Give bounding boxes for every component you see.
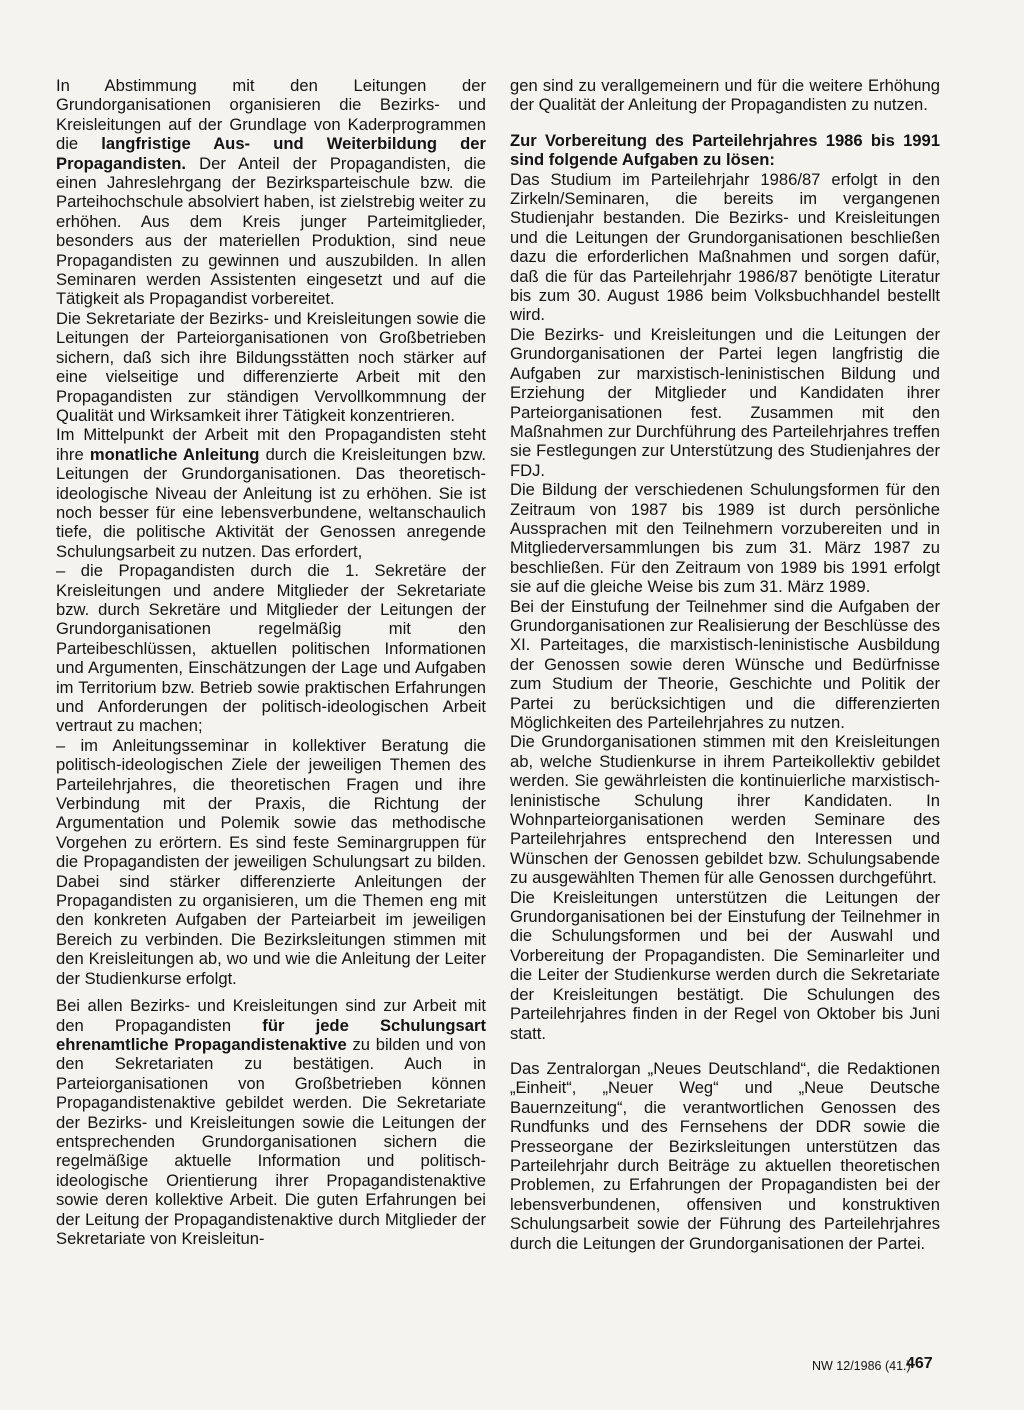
paragraph: Das Studium im Parteilehrjahr 1986/87 erfolgt in den Zirkeln/Seminaren, die bereits im vergangenen Studienjahr bestanden. Die Bezirks- und Kreisleitungen und die Leitungen der Grundorganisationen beschließen dazu die erforderlichen Maßnahmen und sorgen dafür, daß die für das Parteilehrjahr 1986/87 benötigte Literatur bis zum 30. August 1986 beim Volksbuchhandel bestellt wird. (510, 169, 940, 325)
list-item: – im Anleitungsseminar in kollektiver Beratung die politisch-ideologischen Ziele der jeweiligen Themen des Parteilehrjahres, die theoretischen Fragen und ihre Verbindung mit der Praxis, die Richtung der Argumentation und Polemik sowie das methodische Vorgehen zu erörtern. Es sind feste Seminargruppen für die Propagandisten der jeweiligen Schulungsart zu bilden. Dabei sind stärker differenzierte Anleitungen der Propagandisten zu organisieren, um die Themen eng mit den konkreten Aufgaben der Parteiarbeit im jeweiligen Bereich zu verbinden. Die Bezirksleitungen stimmen mit den Kreisleitungen ab, wo und wie die Anleitung der Leiter der Studienkurse erfolgt. (56, 735, 486, 988)
left-column (56, 76, 486, 1248)
section-heading: Zur Vorbereitung des Parteilehrjahres 1986 bis 1991 sind folgende Aufgaben zu lösen: (510, 130, 940, 170)
paragraph: In Abstimmung mit den Leitungen der Grundorganisationen organisieren die Bezirks- und Kreisleitungen auf der Grundlage von Kaderprogrammen die langfristige Aus- und Weiterbildung der Propagandisten. Der Anteil der Propagandisten, die einen Jahreslehrgang der Bezirksparteischule bzw. die Parteihochschule absolviert haben, ist zielstrebig weiter zu erhöhen. Aus dem Kreis junger Parteimitglieder, besonders aus der materiellen Produktion, sind neue Propagandisten zu gewinnen und auszubilden. In allen Seminaren werden Assistenten eingesetzt und auf die Tätigkeit als Propagandist vorbereitet. (56, 76, 486, 309)
bold-phrase: langfristige Aus- und Weiterbildung der Propagandisten. (56, 134, 486, 173)
page-number: 467 (906, 1355, 933, 1372)
list-item: – die Propagandisten durch die 1. Sekretäre der Kreisleitungen und andere Mitglieder der Sekretariate bzw. durch Sekretäre und Mitglieder der Leitungen der Grundorganisationen regelmäßig mit den Parteibeschlüssen, aktuellen politischen Informationen und Argumenten, Einschätzungen der Lage und Aufgaben im Territorium bzw. Betrieb sowie praktischen Erfahrungen und Anforderungen der politisch-ideologischen Arbeit vertraut zu machen; (56, 561, 486, 736)
paragraph: Das Zentralorgan „Neues Deutschland“, die Redaktionen „Einheit“, „Neuer Weg“ und „Neue Deutsche Bauernzeitung“, die verantwortlichen Genossen des Rundfunks und des Fernsehens der DDR sowie die Presseorgane der Bezirksleitungen unterstützen das Parteilehrjahr durch Beiträge zu aktuellen theoretischen Problemen, zu Erfahrungen der Propagandisten bei der lebensverbundenen, offensiven und konstruktiven Schulungsarbeit sowie der Führung des Parteilehrjahres durch die Leitungen der Grundorganisationen der Partei. (510, 1058, 940, 1253)
paragraph: Die Bezirks- und Kreisleitungen und die Leitungen der Grundorganisationen der Partei legen langfristig die Aufgaben zur marxistisch-leninistischen Bildung und Erziehung der Mitglieder und Kandidaten ihrer Parteiorganisationen fest. Zusammen mit den Maßnahmen zur Durchführung des Parteilehrjahres treffen sie Festlegungen zur Unterstützung des Studienjahres der FDJ. (510, 324, 940, 480)
paragraph: Die Bildung der verschiedenen Schulungsformen für den Zeitraum von 1987 bis 1989 ist durch persönliche Aussprachen mit den Teilnehmern vorzubereiten und in Mitgliederversammlungen bis zum 31. März 1987 zu beschließen. Für den Zeitraum von 1989 bis 1991 erfolgt sie auf die gleiche Weise bis zum 31. März 1989. (510, 480, 940, 597)
paragraph: Bei der Einstufung der Teilnehmer sind die Aufgaben der Grundorganisationen zur Realisierung der Beschlüsse des XI. Parteitages, die marxistisch-leninistische Ausbildung der Genossen sowie deren Wünsche und Bedürfnisse zum Studium der Theorie, Geschichte und Politik der Partei zu berücksichtigen und die differenzierten Möglichkeiten des Parteilehrjahres zu nutzen. (510, 596, 940, 732)
paragraph: Im Mittelpunkt der Arbeit mit den Propagandisten steht ihre monatliche Anleitung durch die Kreisleitungen bzw. Leitungen der Grundorganisationen. Das theoretisch-ideologische Niveau der Anleitung ist zu erhöhen. Sie ist noch besser für eine lebensverbundene, weltanschaulich tiefe, die politische Aktivität der Genossen anregende Schulungsarbeit zu nutzen. Das erfordert, (56, 425, 486, 561)
right-column (510, 76, 940, 1253)
paragraph: Die Sekretariate der Bezirks- und Kreisleitungen sowie die Leitungen der Parteiorganisationen von Großbetrieben sichern, daß sich ihre Bildungsstätten noch stärker auf eine vielseitige und differenzierte Arbeit mit den Propagandisten zur ständigen Vervollkommnung der Qualität und Wirksamkeit ihrer Tätigkeit konzentrieren. (56, 308, 486, 425)
paragraph: Bei allen Bezirks- und Kreisleitungen sind zur Arbeit mit den Propagandisten für jede Schulungsart ehrenamtliche Propagandistenaktive zu bilden und von den Sekretariaten zu bestätigen. Auch in Parteiorganisationen von Großbetrieben können Propagandistenaktive gebildet werden. Die Sekretariate der Bezirks- und Kreisleitungen sowie die Leitungen der entsprechenden Grundorganisationen sichern die regelmäßige aktuelle Information und politisch-ideologische Orientierung ihrer Propagandistenaktive sowie deren kollektive Arbeit. Die guten Erfahrungen bei der Leitung der Propagandistenaktive durch Mitglieder der Sekretariate von Kreisleitun- (56, 996, 487, 1248)
issue-reference: NW 12/1986 (41.) (812, 1359, 911, 1373)
bold-phrase: monatliche Anleitung (89, 444, 260, 464)
paragraph: gen sind zu verallgemeinern und für die weitere Erhöhung der Qualität der Anleitung der Propagandisten zu nutzen. (510, 76, 940, 115)
paragraph: Die Grundorganisationen stimmen mit den Kreisleitungen ab, welche Studienkurse in ihrem Parteikollektiv gebildet werden. Sie gewährleisten die kontinuierliche marxistisch-leninistische Schulung ihrer Kandidaten. In Wohnparteiorganisationen werden Seminare des Parteilehrjahres entsprechend den Interessen und Wünschen der Genossen gebildet bzw. Schulungsabende zu ausgewählten Themen für alle Genossen durchgeführt. (510, 732, 940, 888)
paragraph: Die Kreisleitungen unterstützen die Leitungen der Grundorganisationen bei der Einstufung der Teilnehmer in die Schulungsformen und bei der Auswahl und Vorbereitung der Propagandisten. Die Seminarleiter und die Leiter der Studienkurse werden durch die Sekretariate der Kreisleitungen bestätigt. Die Schulungen des Parteilehrjahres finden in der Regel von Oktober bis Juni statt. (510, 887, 940, 1043)
page-footer (812, 1355, 972, 1379)
bold-phrase: für jede Schulungsart ehrenamtliche Propagandistenaktive (56, 1015, 487, 1054)
